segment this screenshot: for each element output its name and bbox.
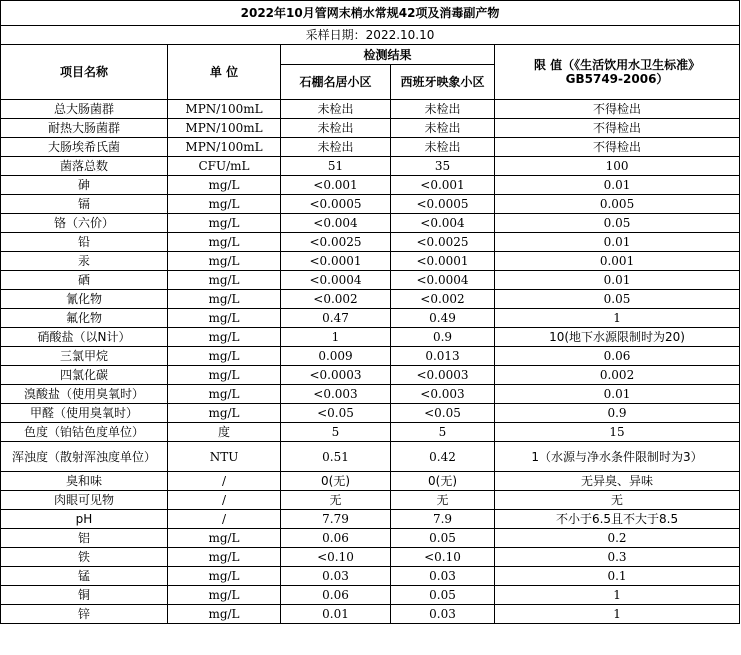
item-name-cell: 氟化物: [1, 309, 168, 328]
unit-cell: mg/L: [168, 252, 281, 271]
site1-value-cell: 1: [281, 328, 391, 347]
limit-cell: 100: [495, 157, 740, 176]
site1-value-cell: <0.001: [281, 176, 391, 195]
unit-cell: mg/L: [168, 328, 281, 347]
table-row: [1, 385, 740, 404]
table-row: [1, 100, 740, 119]
unit-cell: mg/L: [168, 176, 281, 195]
limit-cell: 0.3: [495, 548, 740, 567]
header-site2: 西班牙映象小区: [391, 65, 495, 100]
site2-value-cell: <0.0003: [391, 366, 495, 385]
site2-value-cell: 0.9: [391, 328, 495, 347]
site2-value-cell: 0.013: [391, 347, 495, 366]
header-results: 检测结果: [281, 45, 495, 65]
unit-cell: /: [168, 491, 281, 510]
unit-cell: mg/L: [168, 366, 281, 385]
item-name-cell: 锌: [1, 605, 168, 624]
site1-value-cell: 0.009: [281, 347, 391, 366]
limit-cell: 0.06: [495, 347, 740, 366]
item-name-cell: 臭和味: [1, 472, 168, 491]
item-name-cell: 砷: [1, 176, 168, 195]
table-row: [1, 233, 740, 252]
site1-value-cell: 7.79: [281, 510, 391, 529]
limit-cell: 不小于6.5且不大于8.5: [495, 510, 740, 529]
table-row: [1, 548, 740, 567]
limit-cell: 1: [495, 605, 740, 624]
table-row: [1, 290, 740, 309]
site2-value-cell: <0.0005: [391, 195, 495, 214]
table-row: [1, 442, 740, 472]
unit-cell: mg/L: [168, 548, 281, 567]
limit-cell: 无: [495, 491, 740, 510]
site2-value-cell: <0.05: [391, 404, 495, 423]
site2-value-cell: <0.001: [391, 176, 495, 195]
site1-value-cell: 5: [281, 423, 391, 442]
item-name-cell: 铁: [1, 548, 168, 567]
site2-value-cell: <0.002: [391, 290, 495, 309]
site1-value-cell: 0.51: [281, 442, 391, 472]
unit-cell: mg/L: [168, 529, 281, 548]
site2-value-cell: 未检出: [391, 119, 495, 138]
limit-cell: 0.01: [495, 271, 740, 290]
limit-cell: 不得检出: [495, 119, 740, 138]
limit-cell: 1: [495, 586, 740, 605]
unit-cell: 度: [168, 423, 281, 442]
site1-value-cell: <0.0005: [281, 195, 391, 214]
site1-value-cell: <0.0001: [281, 252, 391, 271]
table-row: [1, 605, 740, 624]
item-name-cell: 甲醛（使用臭氧时）: [1, 404, 168, 423]
site1-value-cell: <0.0025: [281, 233, 391, 252]
limit-cell: 1: [495, 309, 740, 328]
limit-cell: 15: [495, 423, 740, 442]
table-row: [1, 366, 740, 385]
unit-cell: CFU/mL: [168, 157, 281, 176]
table-row: [1, 119, 740, 138]
limit-cell: 0.002: [495, 366, 740, 385]
item-name-cell: 汞: [1, 252, 168, 271]
item-name-cell: 肉眼可见物: [1, 491, 168, 510]
header-limit: [495, 45, 740, 100]
table-row: [1, 176, 740, 195]
site2-value-cell: 7.9: [391, 510, 495, 529]
item-name-cell: 四氯化碳: [1, 366, 168, 385]
item-name-cell: 浑浊度（散射浑浊度单位）: [1, 442, 168, 472]
item-name-cell: 总大肠菌群: [1, 100, 168, 119]
unit-cell: mg/L: [168, 385, 281, 404]
site1-value-cell: 0(无): [281, 472, 391, 491]
site1-value-cell: 0.03: [281, 567, 391, 586]
unit-cell: MPN/100mL: [168, 119, 281, 138]
unit-cell: mg/L: [168, 214, 281, 233]
site1-value-cell: <0.004: [281, 214, 391, 233]
unit-cell: mg/L: [168, 605, 281, 624]
site1-value-cell: 未检出: [281, 100, 391, 119]
unit-cell: mg/L: [168, 567, 281, 586]
limit-cell: 0.01: [495, 385, 740, 404]
table-row: [1, 271, 740, 290]
site2-value-cell: 0.03: [391, 567, 495, 586]
site2-value-cell: <0.0001: [391, 252, 495, 271]
unit-cell: mg/L: [168, 404, 281, 423]
unit-cell: mg/L: [168, 271, 281, 290]
limit-cell: 无异臭、异味: [495, 472, 740, 491]
unit-cell: MPN/100mL: [168, 100, 281, 119]
limit-cell: 0.01: [495, 233, 740, 252]
limit-cell: 0.05: [495, 214, 740, 233]
item-name-cell: 氰化物: [1, 290, 168, 309]
site2-value-cell: 0.42: [391, 442, 495, 472]
table-row: [1, 423, 740, 442]
table-row: [1, 491, 740, 510]
site2-value-cell: 0.49: [391, 309, 495, 328]
site2-value-cell: <0.0025: [391, 233, 495, 252]
limit-cell: 0.1: [495, 567, 740, 586]
site1-value-cell: <0.10: [281, 548, 391, 567]
site1-value-cell: 0.06: [281, 586, 391, 605]
limit-cell: 0.005: [495, 195, 740, 214]
table-row: [1, 157, 740, 176]
item-name-cell: 镉: [1, 195, 168, 214]
site1-value-cell: <0.0003: [281, 366, 391, 385]
site1-value-cell: <0.002: [281, 290, 391, 309]
site1-value-cell: <0.0004: [281, 271, 391, 290]
table-row: [1, 347, 740, 366]
site2-value-cell: 0.05: [391, 586, 495, 605]
unit-cell: mg/L: [168, 290, 281, 309]
unit-cell: mg/L: [168, 309, 281, 328]
site2-value-cell: 0.05: [391, 529, 495, 548]
item-name-cell: 铅: [1, 233, 168, 252]
site2-value-cell: 无: [391, 491, 495, 510]
site1-value-cell: 未检出: [281, 119, 391, 138]
limit-cell: 0.001: [495, 252, 740, 271]
site2-value-cell: 0.03: [391, 605, 495, 624]
limit-cell: 0.2: [495, 529, 740, 548]
site2-value-cell: 未检出: [391, 100, 495, 119]
table-row: [1, 328, 740, 347]
item-name-cell: 硝酸盐（以N计）: [1, 328, 168, 347]
page-title: 2022年10月管网末梢水常规42项及消毒副产物: [1, 1, 740, 26]
unit-cell: /: [168, 472, 281, 491]
unit-cell: mg/L: [168, 233, 281, 252]
site1-value-cell: 未检出: [281, 138, 391, 157]
item-name-cell: 铝: [1, 529, 168, 548]
unit-cell: NTU: [168, 442, 281, 472]
sampling-date: 采样日期：2022.10.10: [1, 26, 740, 45]
site2-value-cell: <0.004: [391, 214, 495, 233]
item-name-cell: 硒: [1, 271, 168, 290]
unit-cell: mg/L: [168, 347, 281, 366]
header-limit-line1: 限 值（《生活饮用水卫生标准》: [533, 58, 701, 72]
item-name-cell: 菌落总数: [1, 157, 168, 176]
site2-value-cell: <0.10: [391, 548, 495, 567]
site1-value-cell: <0.003: [281, 385, 391, 404]
site1-value-cell: <0.05: [281, 404, 391, 423]
table-row: [1, 195, 740, 214]
table-row: [1, 567, 740, 586]
unit-cell: MPN/100mL: [168, 138, 281, 157]
site2-value-cell: 35: [391, 157, 495, 176]
item-name-cell: 大肠埃希氏菌: [1, 138, 168, 157]
site1-value-cell: 0.47: [281, 309, 391, 328]
site1-value-cell: 0.01: [281, 605, 391, 624]
limit-cell: 不得检出: [495, 100, 740, 119]
table-row: [1, 472, 740, 491]
item-name-cell: 耐热大肠菌群: [1, 119, 168, 138]
unit-cell: mg/L: [168, 586, 281, 605]
site2-value-cell: <0.0004: [391, 271, 495, 290]
table-row: [1, 510, 740, 529]
limit-cell: 1（水源与净水条件限制时为3）: [495, 442, 740, 472]
limit-cell: 0.01: [495, 176, 740, 195]
site2-value-cell: 5: [391, 423, 495, 442]
table-row: [1, 214, 740, 233]
header-item-name: 项目名称: [1, 45, 168, 100]
site1-value-cell: 无: [281, 491, 391, 510]
table-row: [1, 252, 740, 271]
unit-cell: mg/L: [168, 195, 281, 214]
item-name-cell: 色度（铂钴色度单位）: [1, 423, 168, 442]
item-name-cell: 铜: [1, 586, 168, 605]
table-row: [1, 404, 740, 423]
site2-value-cell: 0(无): [391, 472, 495, 491]
item-name-cell: 三氯甲烷: [1, 347, 168, 366]
header-unit: 单 位: [168, 45, 281, 100]
unit-cell: /: [168, 510, 281, 529]
item-name-cell: 溴酸盐（使用臭氧时）: [1, 385, 168, 404]
site2-value-cell: 未检出: [391, 138, 495, 157]
table-row: [1, 309, 740, 328]
item-name-cell: pH: [1, 510, 168, 529]
site2-value-cell: <0.003: [391, 385, 495, 404]
site1-value-cell: 51: [281, 157, 391, 176]
header-limit-line2: GB5749-2006）: [565, 72, 669, 86]
limit-cell: 10(地下水源限制时为20): [495, 328, 740, 347]
limit-cell: 不得检出: [495, 138, 740, 157]
table-row: [1, 138, 740, 157]
limit-cell: 0.9: [495, 404, 740, 423]
site1-value-cell: 0.06: [281, 529, 391, 548]
header-site1: 石棚名居小区: [281, 65, 391, 100]
limit-cell: 0.05: [495, 290, 740, 309]
item-name-cell: 锰: [1, 567, 168, 586]
table-row: [1, 529, 740, 548]
table-row: [1, 586, 740, 605]
item-name-cell: 铬（六价）: [1, 214, 168, 233]
